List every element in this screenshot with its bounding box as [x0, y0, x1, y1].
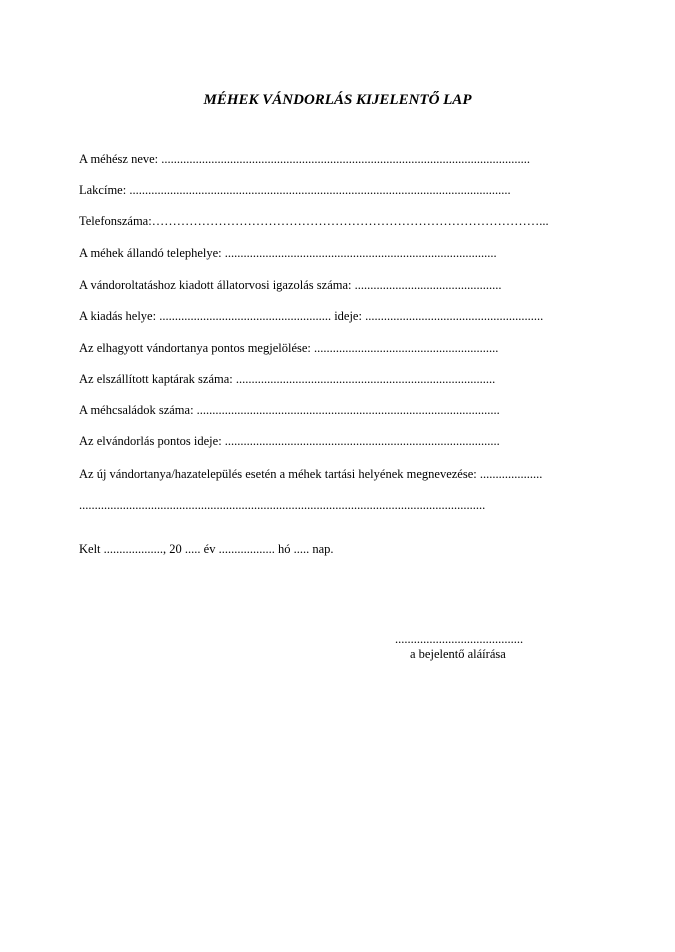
vet-certificate-field[interactable]: A vándoroltatáshoz kiadott állatorvosi igazolás száma: ............................................... [79, 278, 502, 292]
signature-line[interactable]: ......................................... [395, 632, 524, 646]
abandoned-site-field[interactable]: Az elhagyott vándortanya pontos megjelölése: ........................................................... [79, 341, 499, 355]
new-site-continuation-field[interactable]: .................................................................................................................................. [79, 498, 486, 512]
address-field[interactable]: Lakcíme: .......................................................................................................................... [79, 183, 511, 197]
hives-count-field[interactable]: Az elszállított kaptárak száma: ................................................................................... [79, 372, 496, 386]
permanent-site-field[interactable]: A méhek állandó telephelye: ....................................................................................... [79, 246, 497, 260]
colonies-count-field[interactable]: A méhcsaládok száma: ................................................................................................. [79, 403, 500, 417]
phone-field[interactable]: Telefonszáma:…………………………………………………………………………………... [79, 214, 549, 228]
signature-label: a bejelentő aláírása [410, 647, 506, 661]
issue-place-date-field[interactable]: A kiadás helye: ....................................................... ideje: ......................................................... [79, 309, 544, 323]
departure-date-field[interactable]: Az elvándorlás pontos ideje: ........................................................................................ [79, 434, 500, 448]
new-site-field[interactable]: Az új vándortanya/hazatelepülés esetén a méhek tartási helyének megnevezése: .................... [79, 467, 543, 481]
form-title: MÉHEK VÁNDORLÁS KIJELENTŐ LAP [203, 92, 472, 108]
date-line[interactable]: Kelt ..................., 20 ..... év .................. hó ..... nap. [79, 542, 334, 556]
beekeeper-name-field[interactable]: A méhész neve: ...................................................................................................................... [79, 152, 531, 166]
